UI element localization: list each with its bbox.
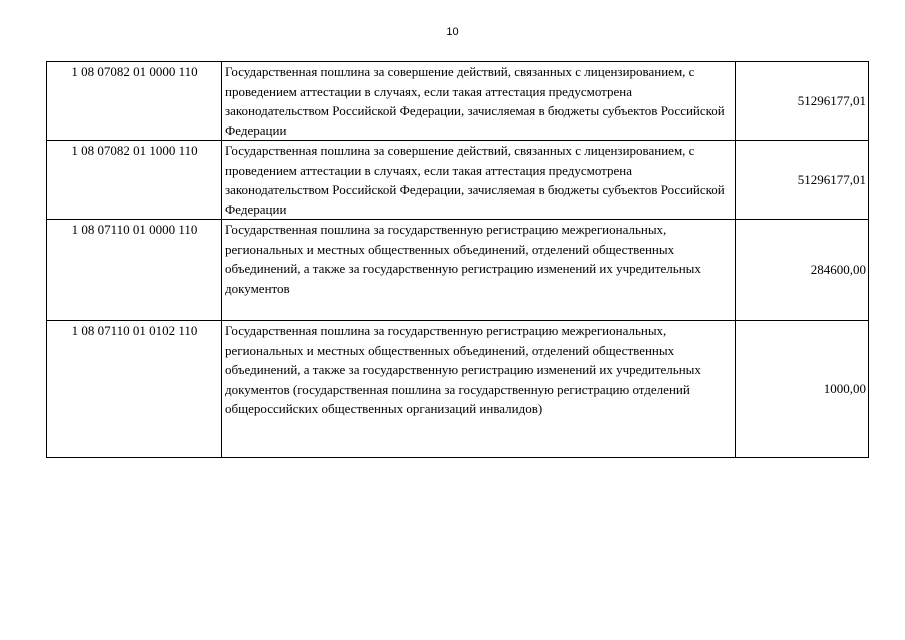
budget-classification-code: 1 08 07082 01 1000 110 xyxy=(47,141,222,220)
page-number: 10 xyxy=(446,26,459,38)
budget-revenue-table xyxy=(46,61,869,458)
revenue-description: Государственная пошлина за совершение действий, связанных с лицензированием, с проведением аттестации в случаях, если такая аттестация предусмотрена законодательством Российской Федерации, зачисляемая в бюджеты субъектов Российской Федерации xyxy=(222,141,736,220)
table-row xyxy=(47,141,869,220)
revenue-description: Государственная пошлина за государственную регистрацию межрегиональных, региональных и местных общественных объединений, отделений общественных объединений, а также за государственную регистрацию изменений их учредительных документов (государственная пошлина за государственную регистрацию отделений общероссийских общественных организаций инвалидов) xyxy=(222,321,736,458)
table-row xyxy=(47,62,869,141)
table-row xyxy=(47,321,869,458)
revenue-description: Государственная пошлина за совершение действий, связанных с лицензированием, с проведением аттестации в случаях, если такая аттестация предусмотрена законодательством Российской Федерации, зачисляемая в бюджеты субъектов Российской Федерации xyxy=(222,62,736,141)
revenue-amount: 284600,00 xyxy=(736,220,869,321)
revenue-amount: 1000,00 xyxy=(736,321,869,458)
revenue-amount: 51296177,01 xyxy=(736,62,869,141)
revenue-description: Государственная пошлина за государственную регистрацию межрегиональных, региональных и местных общественных объединений, отделений общественных объединений, а также за государственную регистрацию изменений их учредительных документов xyxy=(222,220,736,321)
budget-classification-code: 1 08 07110 01 0000 110 xyxy=(47,220,222,321)
table-row xyxy=(47,220,869,321)
revenue-amount: 51296177,01 xyxy=(736,141,869,220)
budget-classification-code: 1 08 07110 01 0102 110 xyxy=(47,321,222,458)
budget-classification-code: 1 08 07082 01 0000 110 xyxy=(47,62,222,141)
